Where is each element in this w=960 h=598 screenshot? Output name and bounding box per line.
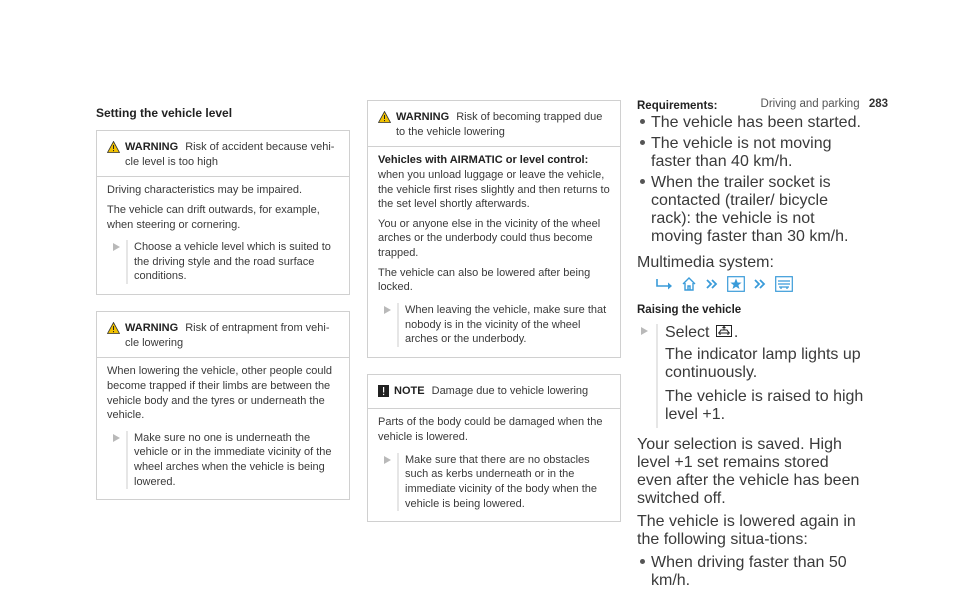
column-2 bbox=[367, 100, 621, 532]
step-arrow-icon bbox=[113, 434, 120, 442]
indicator-text: The indicator lamp lights up continuously. bbox=[665, 346, 861, 382]
divider bbox=[97, 357, 349, 358]
divider bbox=[368, 146, 620, 147]
section-title-raising: Raising the vehicle bbox=[637, 304, 742, 316]
warning-text: Driving characteristics may be impaired. bbox=[107, 184, 303, 197]
home-icon bbox=[681, 276, 697, 292]
note-text: Parts of the body could be damaged when the vehicle is lowered. bbox=[378, 416, 603, 443]
warning-heading: Risk of becoming trapped due to the vehicle lowering bbox=[396, 111, 603, 138]
double-chevron-icon bbox=[705, 278, 719, 290]
list-item: The vehicle is not moving faster than 40 km/h. bbox=[637, 135, 867, 171]
warning-triangle-icon bbox=[107, 141, 120, 158]
instruction-step bbox=[637, 324, 867, 428]
column-3 bbox=[637, 100, 867, 598]
star-icon bbox=[727, 276, 745, 292]
divider bbox=[97, 176, 349, 177]
warning-text: The vehicle can also be lowered after being locked. bbox=[378, 266, 591, 294]
step-arrow-icon bbox=[384, 456, 391, 464]
double-chevron-icon bbox=[753, 278, 767, 290]
warning-text: The vehicle can drift outwards, for example, when steering or cornering. bbox=[107, 203, 320, 231]
warning-box-trapped bbox=[367, 100, 621, 358]
instruction-step bbox=[107, 240, 339, 284]
select-suffix: . bbox=[733, 324, 739, 342]
situations-list bbox=[637, 554, 867, 590]
section-title-setting-level: Setting the vehicle level bbox=[96, 106, 233, 120]
step-text: Choose a vehicle level which is suited to the driving style and the road surface conditions. bbox=[126, 240, 339, 284]
step-arrow-icon bbox=[641, 327, 648, 335]
list-item: When the trailer socket is contacted (trailer/ bicycle rack): the vehicle is not moving faster than 30 km/h. bbox=[637, 174, 867, 246]
step-text: Make sure that there are no obstacles such as kerbs underneath or in the immediate vicinity of the body when the vehicle is being lowered. bbox=[397, 453, 610, 512]
warning-label: WARNING bbox=[125, 141, 179, 153]
warning-heading: Risk of accident because vehi-cle level is too high bbox=[125, 141, 335, 168]
vehicle-raise-icon bbox=[716, 324, 732, 342]
arrow-turn-icon bbox=[655, 277, 673, 291]
raised-text: The vehicle is raised to high level +1. bbox=[665, 388, 864, 424]
bold-lead: Vehicles with AIRMATIC or level control: bbox=[378, 154, 589, 167]
requirements-list bbox=[637, 114, 867, 246]
warning-triangle-icon bbox=[378, 111, 391, 128]
warning-label: WARNING bbox=[125, 322, 179, 334]
header-section: Driving and parking bbox=[760, 98, 860, 110]
warning-header bbox=[107, 321, 339, 350]
instruction-step bbox=[378, 303, 610, 347]
menu-path bbox=[655, 276, 867, 292]
instruction-step bbox=[107, 431, 339, 490]
warning-header bbox=[378, 110, 610, 139]
warning-triangle-icon bbox=[107, 322, 120, 339]
warning-header bbox=[107, 140, 339, 169]
warning-heading: Risk of entrapment from vehi-cle lowering bbox=[125, 322, 330, 349]
vehicle-settings-icon bbox=[775, 276, 793, 292]
note-header bbox=[378, 384, 610, 402]
select-prefix: Select bbox=[665, 324, 710, 342]
column-1 bbox=[96, 100, 350, 510]
note-box-damage bbox=[367, 374, 621, 522]
list-item: The vehicle has been started. bbox=[637, 114, 867, 132]
step-arrow-icon bbox=[113, 243, 120, 251]
page-number: 283 bbox=[868, 98, 888, 110]
warning-text: When lowering the vehicle, other people could become trapped if their limbs are between the vehicle body and the tyres or underneath the vehicle. bbox=[107, 365, 333, 422]
warning-label: WARNING bbox=[396, 111, 450, 123]
warning-box-entrapment bbox=[96, 311, 350, 500]
warning-text-lead: when you unload luggage or leave the vehicle, the vehicle first rises slightly and then returns to the set level shortly afterwards. bbox=[378, 168, 610, 211]
list-item: When driving faster than 50 km/h. bbox=[637, 554, 867, 590]
body-text: The vehicle is lowered again in the following situa-tions: bbox=[637, 513, 856, 549]
instruction-step bbox=[378, 453, 610, 512]
warning-text: You or anyone else in the vicinity of the wheel arches or the underbody could thus become trapped. bbox=[378, 217, 601, 259]
requirements-label: Requirements: bbox=[637, 100, 718, 112]
warning-text bbox=[378, 153, 610, 212]
warning-box-too-high bbox=[96, 130, 350, 295]
step-body bbox=[656, 324, 867, 428]
body-text: Your selection is saved. High level +1 set remains stored even after the vehicle has been switched off. bbox=[637, 436, 860, 508]
multimedia-label: Multimedia system: bbox=[637, 254, 774, 271]
step-arrow-icon bbox=[384, 306, 391, 314]
note-label: NOTE bbox=[394, 384, 425, 397]
step-text: When leaving the vehicle, make sure that nobody is in the vicinity of the wheel arches or the underbody. bbox=[397, 303, 610, 347]
divider bbox=[368, 408, 620, 409]
note-heading: Damage due to vehicle lowering bbox=[431, 384, 589, 397]
select-line bbox=[665, 324, 867, 342]
step-text: Make sure no one is underneath the vehicle or in the immediate vicinity of the wheel arches when the vehicle is being lowered. bbox=[126, 431, 339, 490]
note-exclamation-icon bbox=[378, 385, 389, 402]
